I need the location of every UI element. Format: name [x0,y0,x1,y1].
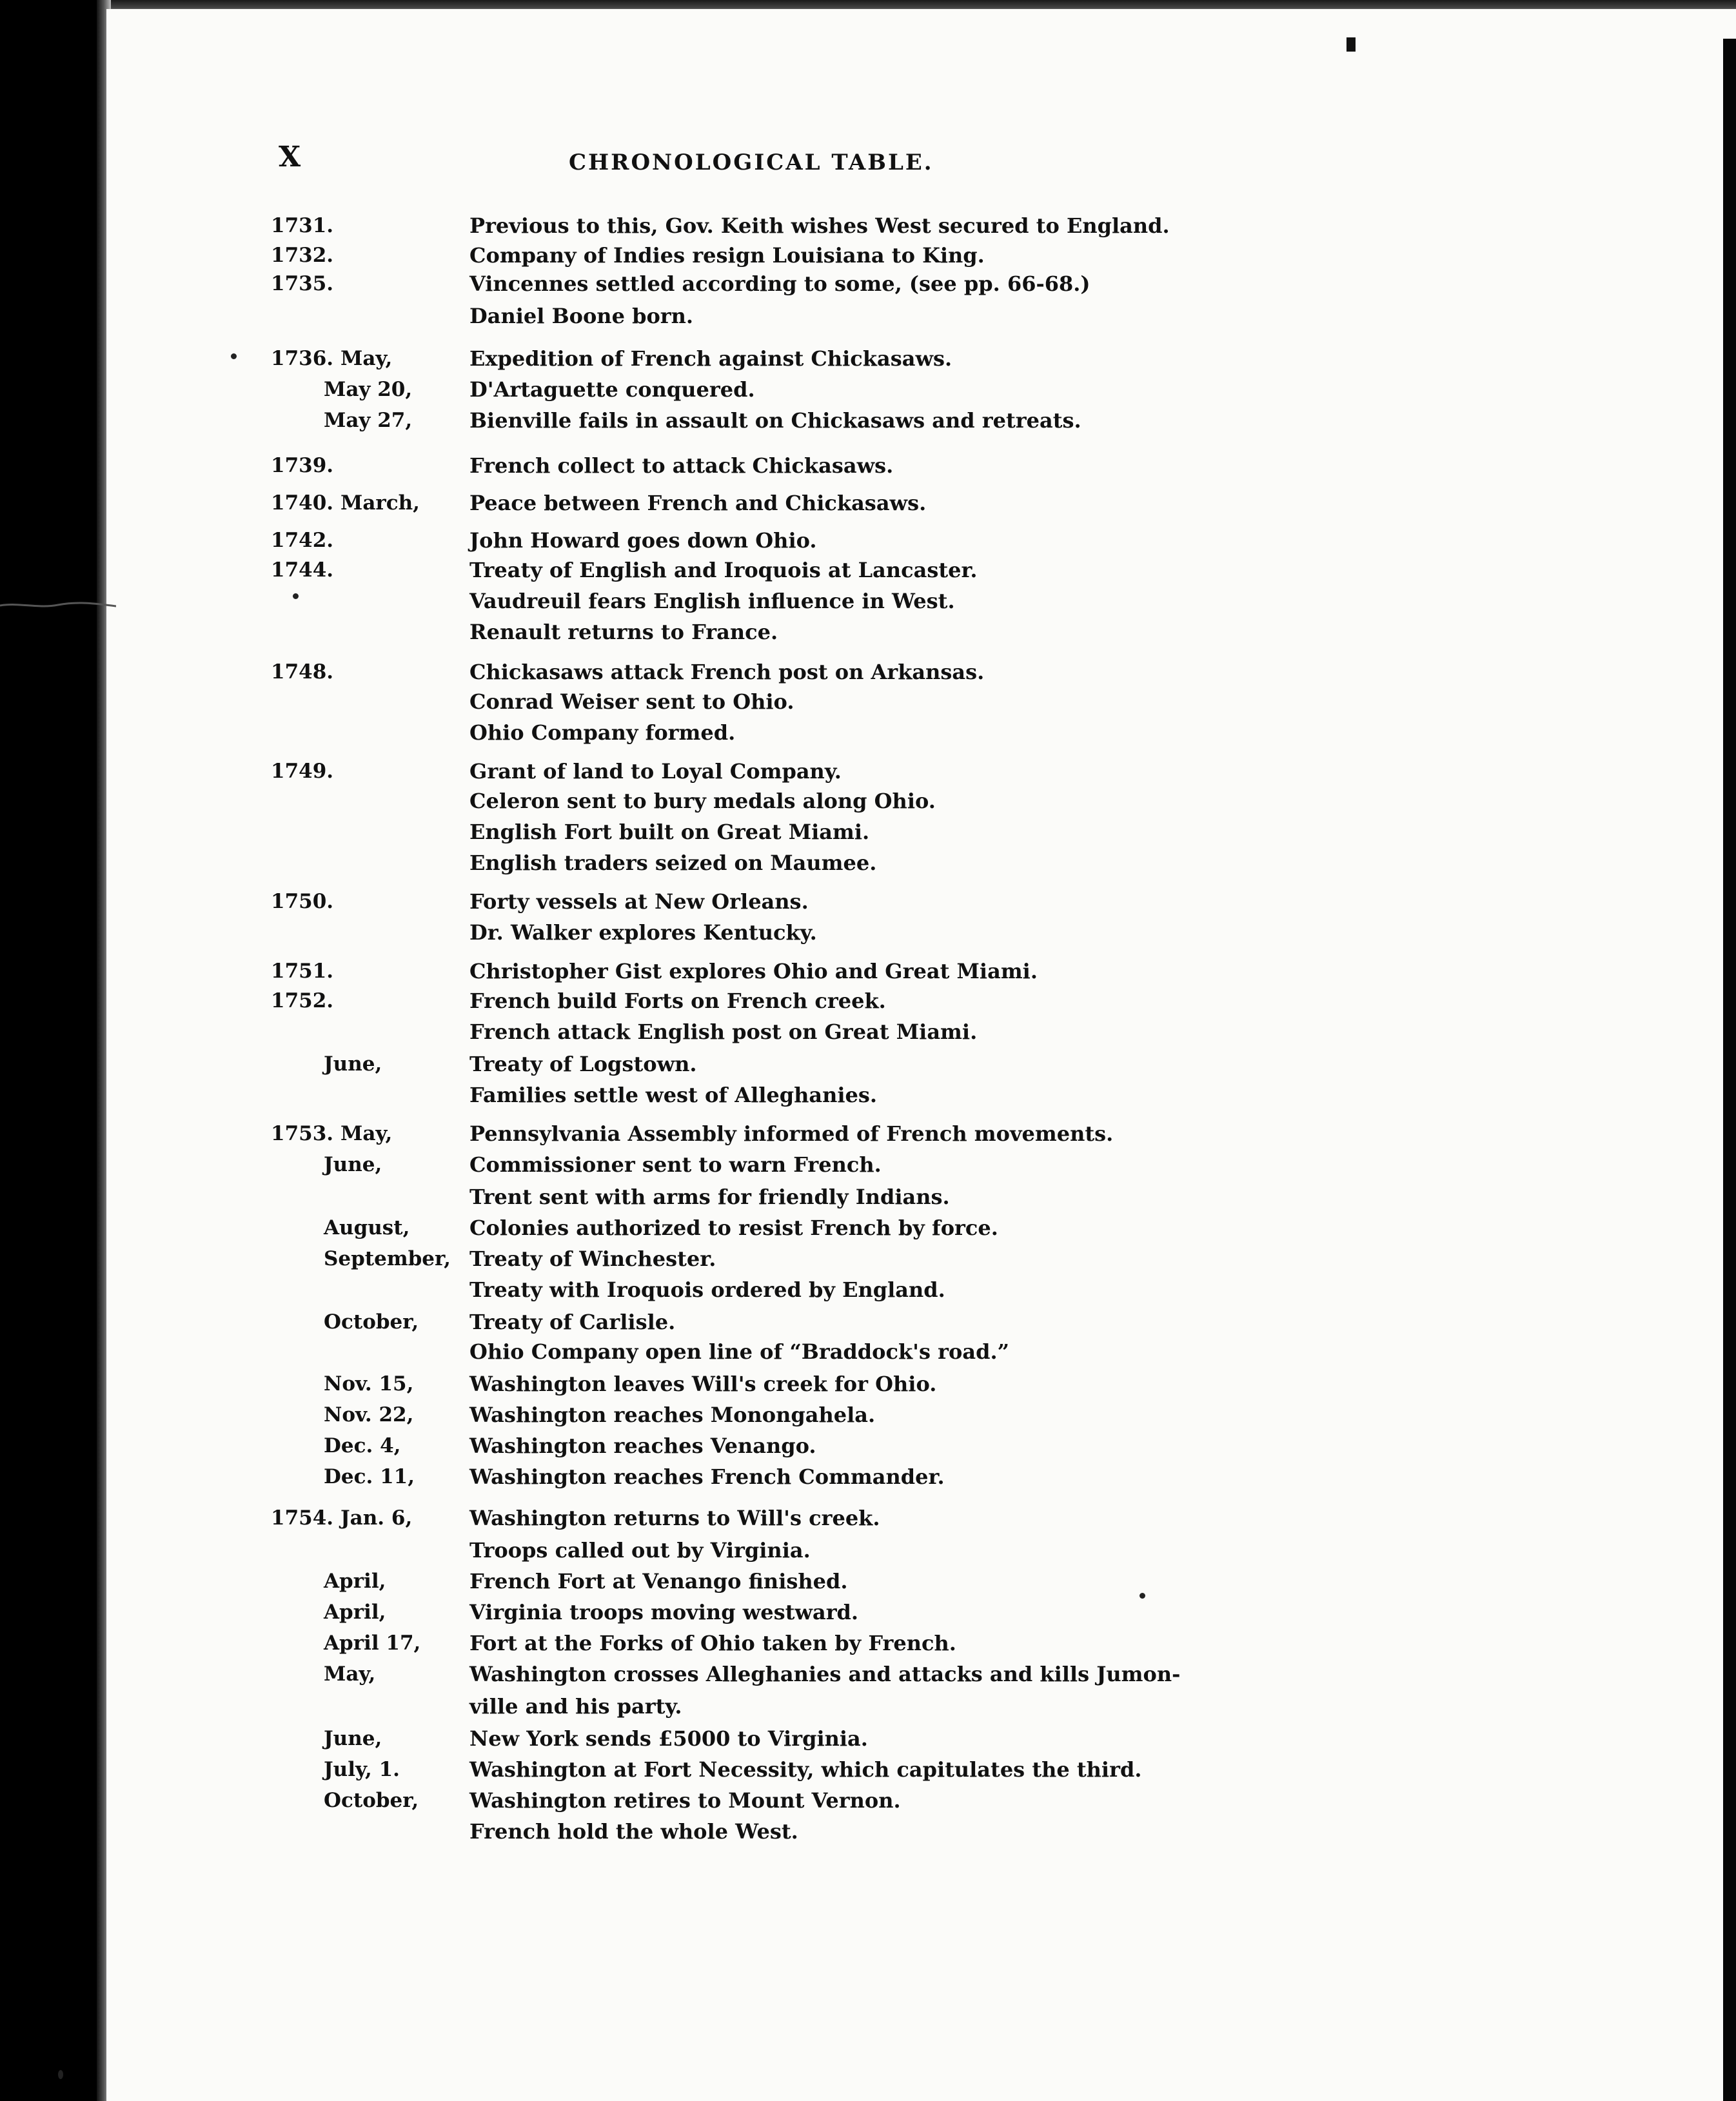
row-event: Pennsylvania Assembly informed of French movements. [469,1121,1114,1146]
row-event: Colonies authorized to resist French by force. [469,1216,998,1240]
row-event: Trent sent with arms for friendly Indians. [469,1185,950,1209]
row-event: Washington reaches Monongahela. [469,1403,876,1427]
row-year: 1752. [271,989,334,1012]
ink-speck [231,353,237,359]
row-event: Christopher Gist explores Ohio and Great Miami. [469,959,1038,983]
row-year: 1732. [271,244,334,267]
row-event: Commissioner sent to warn French. [469,1152,882,1177]
row-event: Treaty of English and Iroquois at Lancaster. [469,558,978,582]
row-month: June, [324,1153,382,1176]
row-event: English Fort built on Great Miami. [469,820,870,844]
scan-right-edge [1723,39,1736,2101]
row-year: 1744. [271,558,334,582]
row-event: John Howard goes down Ohio. [469,528,817,553]
row-event: Forty vessels at New Orleans. [469,889,809,914]
row-month: Jan. 6, [340,1506,413,1530]
row-year: 1754. [271,1506,334,1530]
ink-speck [58,2070,63,2079]
row-event: Renault returns to France. [469,620,778,644]
row-event: Washington returns to Will's creek. [469,1506,880,1530]
row-month: April 17, [324,1632,421,1655]
row-event: Troops called out by Virginia. [469,1538,811,1563]
row-event: Vaudreuil fears English influence in West. [469,589,955,613]
ink-speck [1139,1593,1145,1599]
row-year: 1736. [271,347,334,370]
row-event: Peace between French and Chickasaws. [469,491,927,515]
row-event: Expedition of French against Chickasaws. [469,346,952,371]
row-event: New York sends £5000 to Virginia. [469,1726,868,1751]
row-event: Previous to this, Gov. Keith wishes West secured to England. [469,213,1170,238]
row-month: August, [324,1216,410,1239]
row-month: Nov. 22, [324,1403,414,1426]
row-year: 1748. [271,660,334,684]
row-month: March, [340,491,420,515]
page-numeral: X [279,141,302,173]
row-month: April, [324,1601,386,1624]
row-event: Ohio Company open line of “Braddock's road.” [469,1339,1009,1364]
row-event: French Fort at Venango finished. [469,1569,848,1593]
row-month: May 27, [324,409,413,432]
row-event: Vincennes settled according to some, (see pp. 66-68.) [469,271,1090,296]
row-year: 1742. [271,529,334,552]
row-event: Dr. Walker explores Kentucky. [469,920,817,945]
row-year: 1731. [271,214,334,237]
row-event: French build Forts on French creek. [469,989,886,1013]
row-year: 1735. [271,272,334,295]
row-event: Treaty of Carlisle. [469,1310,676,1334]
row-month: Dec. 4, [324,1434,401,1457]
row-year: 1753. [271,1122,334,1145]
scan-mark [1346,37,1356,52]
margin-scratch [0,601,116,610]
row-month: October, [324,1310,419,1334]
row-year: 1739. [271,454,334,477]
row-event: Company of Indies resign Louisiana to King. [469,243,985,268]
row-month: May, [324,1662,376,1686]
row-event: Washington leaves Will's creek for Ohio. [469,1372,937,1396]
row-month: September, [324,1247,451,1270]
row-event: Chickasaws attack French post on Arkansas. [469,660,985,684]
row-event: ville and his party. [469,1694,682,1719]
row-month: May, [340,347,393,370]
row-month: Nov. 15, [324,1372,414,1396]
row-month: May 20, [324,378,413,401]
row-event: Washington reaches Venango. [469,1434,816,1458]
row-event: Conrad Weiser sent to Ohio. [469,689,794,714]
row-month: October, [324,1789,419,1812]
row-event: Washington crosses Alleghanies and attacks and kills Jumon- [469,1662,1181,1686]
row-event: Virginia troops moving westward. [469,1600,859,1624]
row-month: July, 1. [324,1758,400,1781]
row-year: 1749. [271,760,334,783]
row-month: Dec. 11, [324,1465,415,1488]
row-event: French collect to attack Chickasaws. [469,453,894,478]
row-event: Treaty of Winchester. [469,1247,716,1271]
row-event: Washington at Fort Necessity, which capitulates the third. [469,1757,1142,1782]
row-event: Daniel Boone born. [469,304,694,328]
row-month: June, [324,1727,382,1750]
row-event: French hold the whole West. [469,1819,798,1844]
row-event: Families settle west of Alleghanies. [469,1083,878,1107]
row-event: Washington retires to Mount Vernon. [469,1788,901,1813]
row-event: Ohio Company formed. [469,720,736,745]
row-event: Treaty of Logstown. [469,1052,697,1076]
row-event: Grant of land to Loyal Company. [469,759,842,784]
row-event: English traders seized on Maumee. [469,851,877,875]
row-event: French attack English post on Great Miami. [469,1020,978,1044]
row-year: 1740. [271,491,334,515]
row-event: Washington reaches French Commander. [469,1465,945,1489]
ink-speck [293,593,299,599]
row-event: Celeron sent to bury medals along Ohio. [469,789,936,813]
row-event: Bienville fails in assault on Chickasaws and retreats. [469,408,1081,433]
row-year: 1751. [271,960,334,983]
row-event: D'Artaguette conquered. [469,377,755,402]
row-month: June, [324,1052,382,1076]
row-month: April, [324,1570,386,1593]
row-event: Fort at the Forks of Ohio taken by French. [469,1631,956,1655]
page-title: CHRONOLOGICAL TABLE. [569,150,934,175]
row-year: 1750. [271,890,334,913]
row-event: Treaty with Iroquois ordered by England. [469,1277,945,1302]
row-month: May, [340,1122,393,1145]
